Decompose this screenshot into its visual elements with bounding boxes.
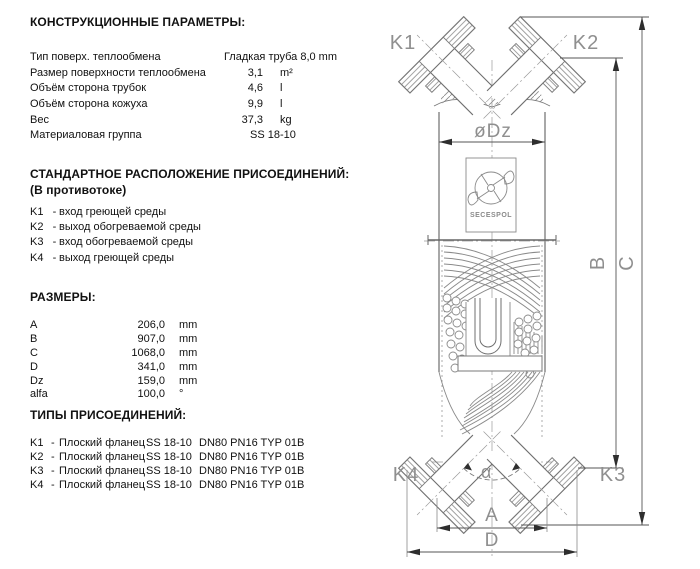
section-title-connection-types: ТИПЫ ПРИСОЕДИНЕНИЙ: <box>30 408 187 422</box>
param-unit: l <box>280 98 283 111</box>
param-label: Тип поверх. теплообмена <box>30 51 161 63</box>
param-label: Объём сторона кожуха <box>30 98 148 111</box>
c-dimension <box>521 17 649 525</box>
k1-label: K1 <box>389 32 417 54</box>
b-dimension <box>560 58 623 468</box>
separator: - <box>51 451 55 463</box>
param-unit: kg <box>280 113 292 126</box>
a-label: A <box>485 505 499 526</box>
param-label: Вес <box>30 113 49 126</box>
k3-label: K3 <box>599 464 627 486</box>
inner-channel <box>458 298 542 371</box>
param-value: SS 18-10 <box>250 129 296 142</box>
dim-value: 341,0 <box>137 360 165 373</box>
section-title-construction-params: КОНСТРУКЦИОННЫЕ ПАРАМЕТРЫ: <box>30 15 246 29</box>
k4-label: K4 <box>392 464 420 486</box>
param-value: Гладкая труба 8,0 mm <box>223 51 337 63</box>
type-spec: DN80 PN16 TYP 01B <box>199 465 305 477</box>
connection-key: K3 <box>30 236 44 249</box>
separator: - <box>51 465 55 477</box>
dim-unit: mm <box>179 332 198 345</box>
type-key: K2 <box>30 451 44 463</box>
separator: - <box>51 437 55 449</box>
param-value: 3,1 <box>247 66 263 79</box>
type-spec: DN80 PN16 TYP 01B <box>199 437 305 449</box>
dim-unit: mm <box>179 319 198 331</box>
type-key: K1 <box>30 437 44 449</box>
dim-value: 159,0 <box>137 374 165 387</box>
connection-text: выход обогреваемой среды <box>59 221 201 234</box>
dim-unit: mm <box>179 374 198 387</box>
alpha-label: α <box>481 462 493 482</box>
param-value: 37,3 <box>241 113 263 126</box>
dim-label: D <box>30 360 38 373</box>
separator: - <box>52 236 57 249</box>
type-desc: Плоский фланец <box>59 451 146 463</box>
dim-label: C <box>30 346 38 359</box>
type-key: K4 <box>30 479 44 491</box>
type-material: SS 18-10 <box>146 451 192 463</box>
dim-unit: mm <box>179 360 198 373</box>
logo-plate <box>466 158 516 232</box>
dim-value: 100,0 <box>137 388 165 401</box>
dim-value: 206,0 <box>137 319 165 331</box>
param-label: Материаловая группа <box>30 129 142 142</box>
type-material: SS 18-10 <box>146 465 192 477</box>
separator: - <box>52 221 57 234</box>
c-label: C <box>616 255 638 271</box>
dz-label: øDz <box>474 121 512 142</box>
type-key: K3 <box>30 465 44 477</box>
dim-unit: ° <box>179 388 184 401</box>
connection-key: K4 <box>30 251 44 264</box>
section-title-dimensions: РАЗМЕРЫ: <box>30 290 96 304</box>
type-desc: Плоский фланец <box>59 437 146 449</box>
separator: - <box>52 206 57 218</box>
b-label: B <box>587 255 609 271</box>
type-material: SS 18-10 <box>146 479 192 491</box>
connection-key: K1 <box>30 206 44 218</box>
dz-dimension <box>439 121 545 145</box>
connection-key: K2 <box>30 221 44 234</box>
dim-label: A <box>30 319 38 331</box>
separator: - <box>51 479 55 491</box>
connection-text: выход греющей среды <box>59 251 175 264</box>
param-value: 9,9 <box>247 98 263 111</box>
type-material: SS 18-10 <box>146 437 192 449</box>
type-desc: Плоский фланец <box>59 479 146 491</box>
param-label: Размер поверхности теплообмена <box>30 66 206 79</box>
separator: - <box>52 251 57 264</box>
dim-value: 907,0 <box>137 332 165 345</box>
dim-unit: mm <box>179 346 198 359</box>
param-unit: m² <box>280 66 293 79</box>
dim-label: Dz <box>30 374 44 387</box>
param-label: Объём сторона трубок <box>30 82 147 95</box>
type-spec: DN80 PN16 TYP 01B <box>199 479 305 491</box>
bottom-cone-tubes <box>460 372 540 434</box>
connection-text: вход обогреваемой среды <box>59 236 194 249</box>
dim-value: 1068,0 <box>131 346 165 359</box>
section-title-connections-layout: СТАНДАРТНОЕ РАСПОЛОЖЕНИЕ ПРИСОЕДИНЕНИЙ: <box>30 167 350 181</box>
support-plate <box>458 356 542 371</box>
dim-label: B <box>30 332 38 345</box>
d-label: D <box>484 530 500 551</box>
type-spec: DN80 PN16 TYP 01B <box>199 451 305 463</box>
section-subtitle-counterflow: (В противотоке) <box>30 183 127 197</box>
param-unit: l <box>280 82 283 95</box>
dim-label: alfa <box>30 388 48 401</box>
type-desc: Плоский фланец <box>59 465 146 477</box>
logo-text: SECESPOL <box>469 212 513 219</box>
connection-text: вход греющей среды <box>59 206 167 218</box>
param-value: 4,6 <box>247 82 263 95</box>
k2-label: K2 <box>572 32 600 54</box>
